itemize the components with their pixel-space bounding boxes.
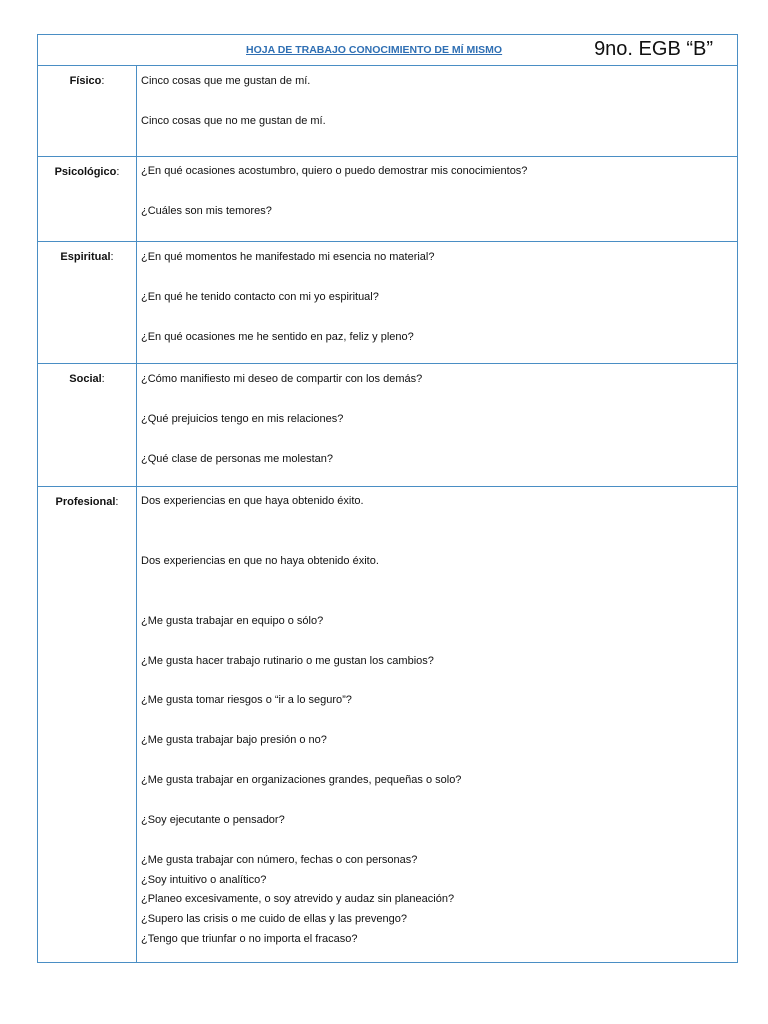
question-text: ¿Cómo manifiesto mi deseo de compartir con los demás? [141, 373, 423, 385]
section-psicologico [38, 157, 737, 242]
section-fisico [38, 66, 737, 157]
question-text: Cinco cosas que no me gustan de mí. [141, 115, 326, 127]
section-questions [137, 487, 737, 963]
question-text: ¿Qué clase de personas me molestan? [141, 453, 333, 465]
question-text: ¿Supero las crisis o me cuido de ellas y las prevengo? [141, 913, 407, 925]
section-questions [137, 66, 737, 156]
section-questions [137, 157, 737, 241]
question-text: ¿Cuáles son mis temores? [141, 205, 272, 217]
question-text: ¿Me gusta trabajar en equipo o sólo? [141, 615, 324, 627]
question-text: ¿Me gusta hacer trabajo rutinario o me gustan los cambios? [141, 655, 434, 667]
question-text: ¿Me gusta trabajar con número, fechas o con personas? [141, 854, 418, 866]
section-label: Profesional [55, 496, 116, 508]
worksheet-table [37, 34, 738, 963]
question-text: ¿Soy ejecutante o pensador? [141, 814, 285, 826]
section-questions [137, 242, 737, 363]
question-text: ¿Me gusta trabajar en organizaciones grandes, pequeñas o solo? [141, 774, 462, 786]
question-text: ¿En qué momentos he manifestado mi esencia no material? [141, 251, 435, 263]
section-label-cell: Espiritual: [38, 242, 137, 363]
section-label-cell: Psicológico: [38, 157, 137, 241]
question-text: ¿En qué ocasiones me he sentido en paz, feliz y pleno? [141, 331, 414, 343]
section-label-cell: Físico: [38, 66, 137, 156]
worksheet-header [38, 35, 737, 66]
worksheet-title: HOJA DE TRABAJO CONOCIMIENTO DE MÍ MISMO [246, 44, 503, 56]
section-social [38, 364, 737, 487]
question-text: ¿En qué ocasiones acostumbro, quiero o puedo demostrar mis conocimientos? [141, 165, 528, 177]
question-text: ¿Me gusta tomar riesgos o “ir a lo seguro”? [141, 694, 352, 706]
question-text: Cinco cosas que me gustan de mí. [141, 75, 311, 87]
section-profesional [38, 487, 737, 963]
section-questions [137, 364, 737, 486]
section-label: Físico [69, 75, 102, 87]
question-text: ¿Tengo que triunfar o no importa el fracaso? [141, 933, 358, 945]
section-label-cell: Social: [38, 364, 137, 486]
question-text: ¿Me gusta trabajar bajo presión o no? [141, 734, 327, 746]
section-label: Psicológico [54, 166, 117, 178]
section-label: Espiritual [60, 251, 111, 263]
question-text: Dos experiencias en que no haya obtenido éxito. [141, 555, 379, 567]
section-label-cell: Profesional: [38, 487, 137, 963]
section-label: Social [69, 373, 102, 385]
section-espiritual [38, 242, 737, 364]
question-text: ¿En qué he tenido contacto con mi yo espiritual? [141, 291, 379, 303]
question-text: Dos experiencias en que haya obtenido éxito. [141, 495, 364, 507]
question-text: ¿Qué prejuicios tengo en mis relaciones? [141, 413, 344, 425]
grade-label: 9no. EGB “B” [594, 38, 713, 60]
question-text: ¿Soy intuitivo o analítico? [141, 874, 267, 886]
question-text: ¿Planeo excesivamente, o soy atrevido y audaz sin planeación? [141, 893, 455, 905]
